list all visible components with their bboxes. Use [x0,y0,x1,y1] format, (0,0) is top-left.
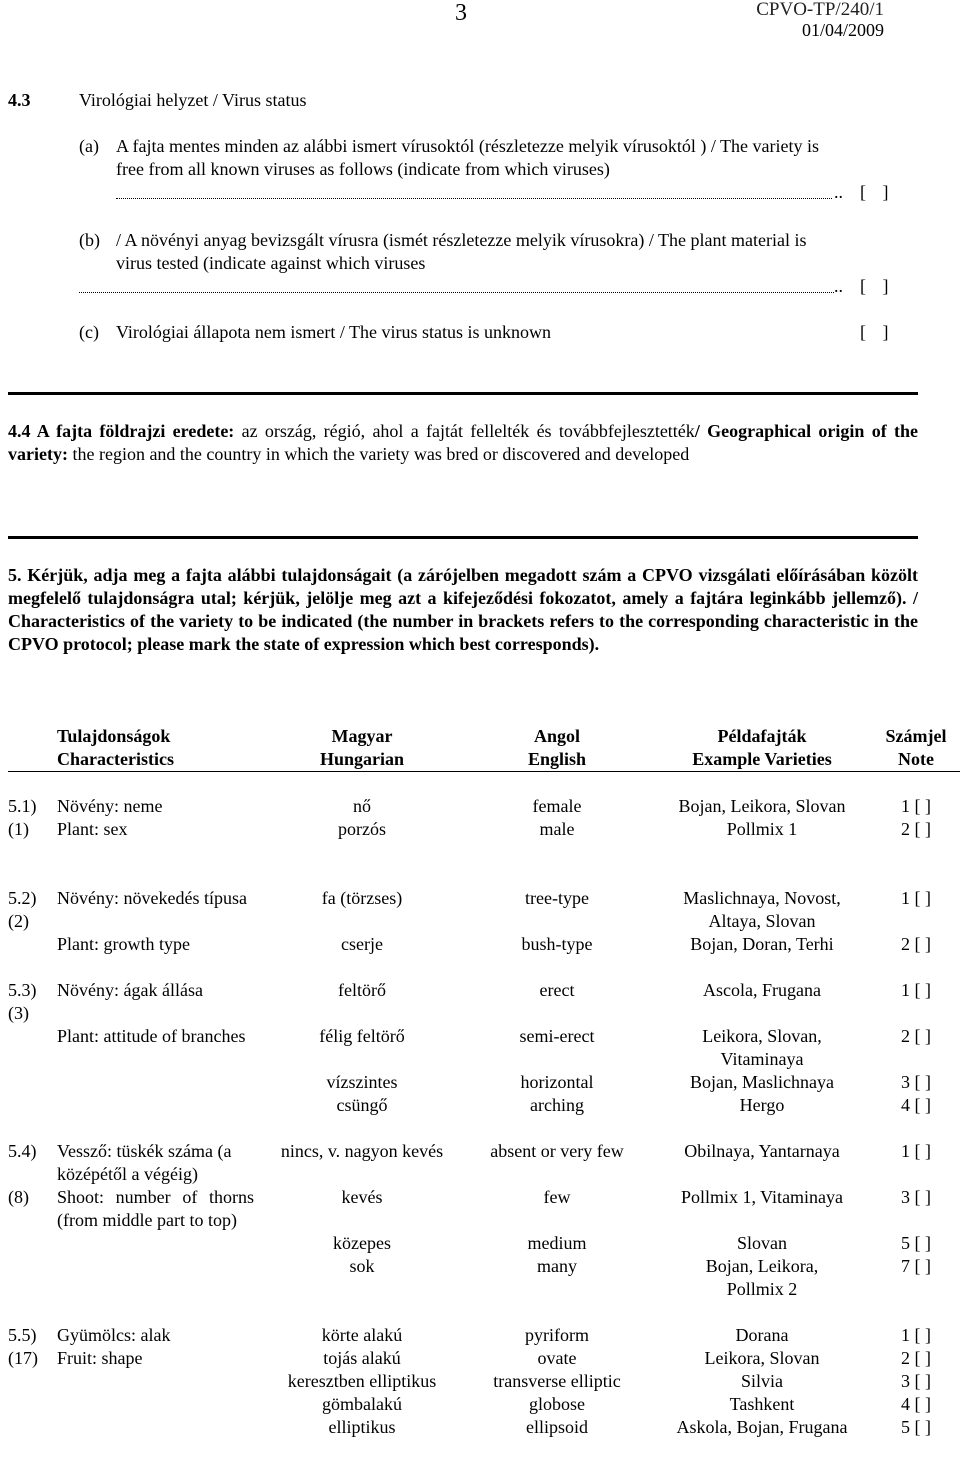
char-ref: (17) [8,1348,38,1368]
example-varieties: Obilnaya, Yantarnaya [684,1141,840,1161]
state-hu: kevés [341,1187,383,1207]
example-varieties: Pollmix 1 [726,819,798,839]
item-b-dotted-line [79,292,834,293]
example-varieties: Bojan, Doran, Terhi [690,934,834,954]
table-row [8,979,960,1025]
header-characteristics: Tulajdonságok Characteristics [57,725,262,772]
table-row [8,818,960,841]
state-en: ovate [537,1348,577,1368]
item-c-marker: (c) [79,322,99,342]
section-4-4-mid: / Geographical origin of the variety: [8,421,918,464]
state-en: ellipsoid [526,1417,588,1437]
example-varieties: Askola, Bojan, Frugana [676,1417,848,1437]
example-varieties: Pollmix 1, Vitaminaya [680,1187,844,1207]
example-varieties: Ascola, Frugana [703,980,821,1000]
item-b-line2: virus tested (indicate against which viruses [116,253,426,273]
table-row [8,1255,960,1301]
state-en: transverse elliptic [493,1371,621,1391]
item-a-line2: free from all known viruses as follows (indicate from which viruses) [116,159,610,179]
table-row [8,933,960,956]
page-number: 3 [455,0,467,26]
state-en: globose [529,1394,585,1414]
note-checkbox[interactable]: 2 [ ] [901,934,931,954]
char-name-hu: Növény: neme [57,796,163,816]
example-varieties: Slovan [736,1233,787,1253]
state-hu: félig feltörő [319,1026,405,1046]
char-name-en: Shoot: number of thorns (from middle part to top) [57,1187,254,1230]
state-hu: csüngő [336,1095,388,1115]
header-note: Számjel Note [872,725,960,772]
note-checkbox[interactable]: 3 [ ] [901,1072,931,1092]
state-hu: gömbalakú [322,1394,402,1414]
example-varieties: Hergo [739,1095,785,1115]
note-checkbox[interactable]: 5 [ ] [901,1417,931,1437]
divider-2 [8,536,918,539]
char-number: 5.3) (3) [8,980,37,1023]
table-row [8,1324,960,1347]
section-4-3-title: Virológiai helyzet / Virus status [79,90,307,110]
note-checkbox[interactable]: 1 [ ] [901,1325,931,1345]
state-en: female [532,796,582,816]
state-en: absent or very few [490,1141,624,1161]
note-checkbox[interactable]: 2 [ ] [901,1026,931,1046]
section-4-4-lead: 4.4 A fajta földrajzi eredete: [8,421,235,441]
char-name-hu: Gyümölcs: alak [57,1325,171,1345]
state-en: horizontal [520,1072,594,1092]
state-en: many [537,1256,577,1276]
table-row [8,1393,960,1416]
char-number: 5.2) (2) [8,888,37,931]
state-hu: közepes [333,1233,391,1253]
table-row [8,1094,960,1117]
table-row [8,1186,960,1232]
note-checkbox[interactable]: 3 [ ] [901,1371,931,1391]
item-b-checkbox[interactable]: [ ] [860,276,889,296]
table-row [8,1140,960,1186]
state-hu: vízszintes [326,1072,398,1092]
state-hu: keresztben elliptikus [287,1371,437,1391]
char-ref: (8) [8,1187,29,1207]
note-checkbox[interactable]: 7 [ ] [901,1256,931,1276]
item-b-dots-end: .. [834,276,843,296]
item-a-dots-end: .. [834,182,843,202]
char-name-en: Fruit: shape [57,1348,143,1368]
example-varieties: Maslichnaya, Novost, Altaya, Slovan [683,888,841,931]
item-a-checkbox[interactable]: [ ] [860,182,889,202]
table-row [8,1232,960,1255]
char-ref: (1) [8,819,29,839]
table-row [8,1347,960,1370]
item-a-dotted-line [116,198,832,199]
table-row [8,1370,960,1393]
example-varieties: Leikora, Slovan [704,1348,820,1368]
note-checkbox[interactable]: 2 [ ] [901,1348,931,1368]
example-varieties: Dorana [735,1325,789,1345]
section-4-4-text [8,420,918,466]
state-hu: körte alakú [321,1325,403,1345]
item-c-checkbox[interactable]: [ ] [860,322,889,342]
characteristics-table [8,725,960,1439]
note-checkbox[interactable]: 2 [ ] [901,819,931,839]
table-row [8,1416,960,1439]
example-varieties: Bojan, Maslichnaya [690,1072,834,1092]
char-name-en: Plant: sex [57,819,128,839]
table-row [8,887,960,933]
section-4-4-text-en: the region and the country in which the variety was bred or discovered and developed [67,444,690,464]
note-checkbox[interactable]: 1 [ ] [901,888,931,908]
char-name-en: Plant: attitude of branches [57,1026,246,1046]
note-checkbox[interactable]: 4 [ ] [901,1095,931,1115]
state-en: erect [539,980,575,1000]
table-row [8,1071,960,1094]
state-hu: elliptikus [328,1417,396,1437]
note-checkbox[interactable]: 3 [ ] [901,1187,931,1207]
state-hu: sok [349,1256,375,1276]
state-en: few [543,1187,571,1207]
item-a-line1: A fajta mentes minden az alábbi ismert vírusoktól (részletezze melyik vírusoktól ) / The variety is [116,136,819,156]
item-b-marker: (b) [79,230,100,250]
section-5-text: 5. Kérjük, adja meg a fajta alábbi tulajdonságait (a zárójelben megadott szám a CPVO vizsgálati előírásában közölt megfelelő tulajdonságra utal; kérjük, jelölje meg azt a kifejeződési fokozatot, amely a fajtára leginkább jellemző). / Characteristics of the variety to be indicated (the number in brackets refers to the corresponding characteristic in the CPVO protocol; please mark the state of expression which best corresponds). [8,565,918,654]
example-varieties: Bojan, Leikora, Slovan [678,796,846,816]
example-varieties: Silvia [740,1371,783,1391]
note-checkbox[interactable]: 1 [ ] [901,796,931,816]
header-hungarian: Magyar Hungarian [262,725,462,772]
state-en: arching [530,1095,584,1115]
item-b-line1: / A növényi anyag bevizsgált vírusra (ismét részletezze melyik vírusokra) / The plant material is [116,230,807,250]
state-hu: tojás alakú [323,1348,401,1368]
state-en: tree-type [525,888,589,908]
state-hu: nincs, v. nagyon kevés [280,1141,444,1161]
example-varieties: Leikora, Slovan, Vitaminaya [702,1026,822,1069]
state-en: bush-type [521,934,593,954]
example-varieties: Bojan, Leikora, Pollmix 2 [705,1256,819,1299]
state-en: medium [527,1233,587,1253]
state-hu: fa (törzses) [321,888,403,908]
char-name-hu: Vessző: tüskék száma (a középétől a végéig) [57,1141,232,1184]
state-en: semi-erect [519,1026,595,1046]
state-en: male [539,819,575,839]
example-varieties: Tashkent [729,1394,795,1414]
table-row [8,1025,960,1071]
section-4-3-number: 4.3 [8,90,31,110]
state-en: pyriform [525,1325,589,1345]
state-hu: nő [353,796,371,816]
note-checkbox[interactable]: 4 [ ] [901,1394,931,1414]
note-checkbox[interactable]: 1 [ ] [901,980,931,1000]
char-name-hu: Növény: növekedés típusa [57,888,247,908]
state-hu: feltörő [338,980,386,1000]
divider-1 [8,392,918,395]
header-english: Angol English [462,725,652,772]
char-name-hu: Növény: ágak állása [57,980,203,1000]
char-number: 5.5) [8,1325,37,1345]
item-a-marker: (a) [79,136,99,156]
char-name-en: Plant: growth type [57,934,190,954]
state-hu: porzós [338,819,386,839]
doc-date: 01/04/2009 [801,20,884,40]
table-header-row [8,725,960,772]
section-4-4-text-hu: az ország, régió, ahol a fajtát fellelték és továbbfejlesztették [234,421,695,441]
item-c-text: Virológiai állapota nem ismert / The virus status is unknown [116,322,552,342]
doc-code: CPVO-TP/240/1 [756,0,884,20]
note-checkbox[interactable]: 5 [ ] [901,1233,931,1253]
char-number: 5.4) [8,1141,37,1161]
char-number: 5.1) [8,796,37,816]
table-row [8,795,960,818]
state-hu: cserje [341,934,383,954]
note-checkbox[interactable]: 1 [ ] [901,1141,931,1161]
header-example-varieties: Példafajták Example Varieties [652,725,872,772]
